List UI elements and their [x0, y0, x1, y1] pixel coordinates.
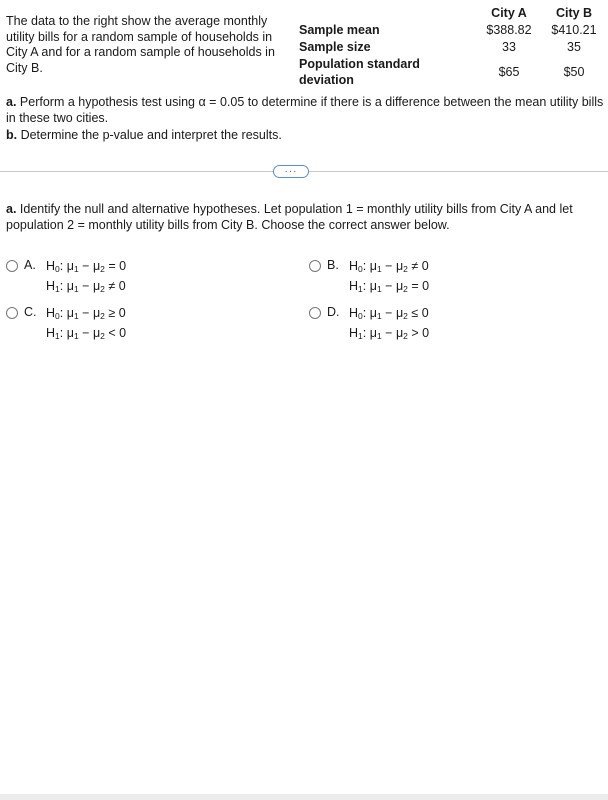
answer-option-d[interactable] — [309, 305, 429, 345]
radio-button-b[interactable] — [309, 260, 321, 272]
radio-button-d[interactable] — [309, 307, 321, 319]
answer-option-a[interactable] — [6, 258, 126, 298]
row-label-sample-size: Sample size — [299, 40, 371, 54]
option-b-alternative: $H_1$: $\mu_1 - \mu_2 = 0$ — [349, 279, 430, 294]
option-c-alternative: $H_1$: $\mu_1 - \mu_2 < 0$ — [46, 326, 127, 341]
row-label-population-sd-line1: Population standard — [299, 57, 420, 71]
radio-button-a[interactable] — [6, 260, 18, 272]
problem-intro: The data to the right show the average monthly utility bills for a random sample of households in City A and for a random sample of households in City B. — [6, 14, 275, 75]
option-a-alternative: $H_1$: $\mu_1 - \mu_2 \ne 0$ — [46, 279, 126, 294]
city-a-sample-size: 33 — [502, 40, 516, 54]
option-c-null: $H_0$: $\mu_1 - \mu_2 \ge 0$ — [46, 306, 126, 321]
column-header-city-b: City B — [555, 6, 593, 20]
task-part-b — [6, 128, 604, 144]
option-letter-c: C. — [24, 305, 37, 319]
city-a-population-sd: $65 — [498, 65, 520, 79]
expand-more-button[interactable]: ··· — [273, 165, 309, 178]
footer-bar — [0, 794, 608, 800]
option-c-hypotheses — [46, 305, 126, 345]
option-d-alternative: $H_1$: $\mu_1 - \mu_2 > 0$ — [349, 326, 430, 341]
answer-option-c[interactable] — [6, 305, 126, 345]
task-part-a-text: Perform a hypothesis test using α = 0.05 to determine if there is a difference between the mean utility bills in these two cities. — [6, 95, 604, 125]
answer-option-b[interactable] — [309, 258, 429, 298]
radio-button-c[interactable] — [6, 307, 18, 319]
option-d-hypotheses — [349, 305, 429, 345]
city-b-sample-mean: $410.21 — [551, 23, 597, 37]
option-a-null: $H_0$: $\mu_1 - \mu_2 = 0$ — [46, 259, 127, 274]
option-letter-d: D. — [327, 305, 340, 319]
row-label-population-sd-line2: deviation — [299, 72, 354, 87]
question-prefix: a. — [6, 202, 17, 216]
city-b-population-sd: $50 — [563, 65, 585, 79]
city-a-sample-mean: $388.82 — [486, 23, 532, 37]
column-header-city-a: City A — [491, 6, 527, 20]
row-label-population-sd — [299, 57, 420, 88]
option-b-null: $H_0$: $\mu_1 - \mu_2 \ne 0$ — [349, 259, 429, 274]
task-part-b-text: Determine the p-value and interpret the results. — [17, 128, 282, 142]
question-prompt — [6, 202, 604, 233]
task-part-a-prefix: a. — [6, 95, 17, 109]
option-b-hypotheses — [349, 258, 429, 298]
row-label-sample-mean: Sample mean — [299, 23, 380, 37]
option-letter-a: A. — [24, 258, 36, 272]
option-d-null: $H_0$: $\mu_1 - \mu_2 \le 0$ — [349, 306, 429, 321]
question-text: Identify the null and alternative hypotheses. Let population 1 = monthly utility bills from City A and let population 2 = monthly utility bills from City B. Choose the correct answer below. — [6, 202, 573, 232]
option-a-hypotheses — [46, 258, 126, 298]
task-part-b-prefix: b. — [6, 128, 18, 142]
task-part-a — [6, 95, 604, 126]
option-letter-b: B. — [327, 258, 339, 272]
city-b-sample-size: 35 — [567, 40, 581, 54]
